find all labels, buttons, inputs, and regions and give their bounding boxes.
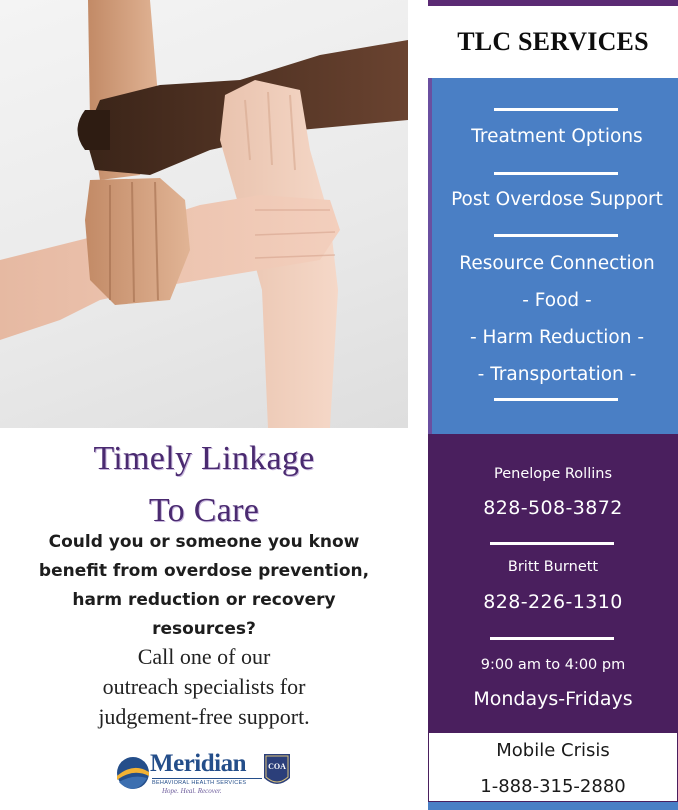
office-days: Mondays-Fridays (473, 688, 633, 710)
contact-name: Britt Burnett (507, 559, 599, 575)
service-item: - Food - (522, 290, 592, 311)
divider (494, 398, 618, 401)
service-item: - Transportation - (477, 364, 637, 385)
services-panel (428, 78, 678, 434)
call-line: outreach specialists for (102, 674, 306, 699)
question-line: resources? (152, 619, 256, 639)
logo-wordmark: Meridian (150, 750, 246, 777)
headline-line-1: Timely Linkage (93, 440, 315, 477)
bottom-accent-bar (428, 802, 678, 810)
divider (490, 637, 614, 640)
contact-phone[interactable]: 828-226-1310 (483, 591, 623, 613)
flyer-text (0, 428, 408, 810)
divider (494, 234, 618, 237)
services-title: TLC SERVICES (457, 27, 649, 56)
coa-badge-text: COA (268, 762, 286, 771)
hands-photo (0, 0, 408, 428)
logo-subtitle: BEHAVIORAL HEALTH SERVICES (152, 778, 262, 786)
office-hours: 9:00 am to 4:00 pm (480, 657, 626, 673)
divider (494, 172, 618, 175)
call-line: judgement-free support. (98, 704, 310, 729)
divider (490, 542, 614, 545)
services-title-box (428, 6, 678, 78)
crisis-label: Mobile Crisis (496, 740, 610, 761)
contact-phone[interactable]: 828-508-3872 (483, 497, 623, 519)
meridian-logo (116, 750, 286, 800)
question-line: Could you or someone you know (48, 532, 360, 552)
coa-badge-icon (262, 752, 292, 792)
service-item: Resource Connection (459, 253, 655, 274)
call-to-action (8, 642, 400, 732)
question-line: benefit from overdose prevention, (38, 561, 370, 581)
service-item: Post Overdose Support (451, 189, 663, 210)
question-line: harm reduction or recovery (72, 590, 336, 610)
service-item: - Harm Reduction - (469, 327, 645, 348)
headline-line-2: To Care (148, 492, 260, 529)
question-text (28, 528, 380, 644)
logo-tagline: Hope. Heal. Recover. (162, 787, 222, 795)
contacts-panel (428, 448, 678, 732)
mobile-crisis-box (428, 732, 678, 802)
services-column (428, 0, 678, 810)
meridian-emblem-icon (116, 756, 150, 790)
contact-name: Penelope Rollins (493, 466, 613, 482)
crisis-phone[interactable]: 1-888-315-2880 (480, 776, 626, 797)
call-line: Call one of our (137, 644, 271, 669)
service-item: Treatment Options (471, 126, 643, 147)
divider (494, 108, 618, 111)
